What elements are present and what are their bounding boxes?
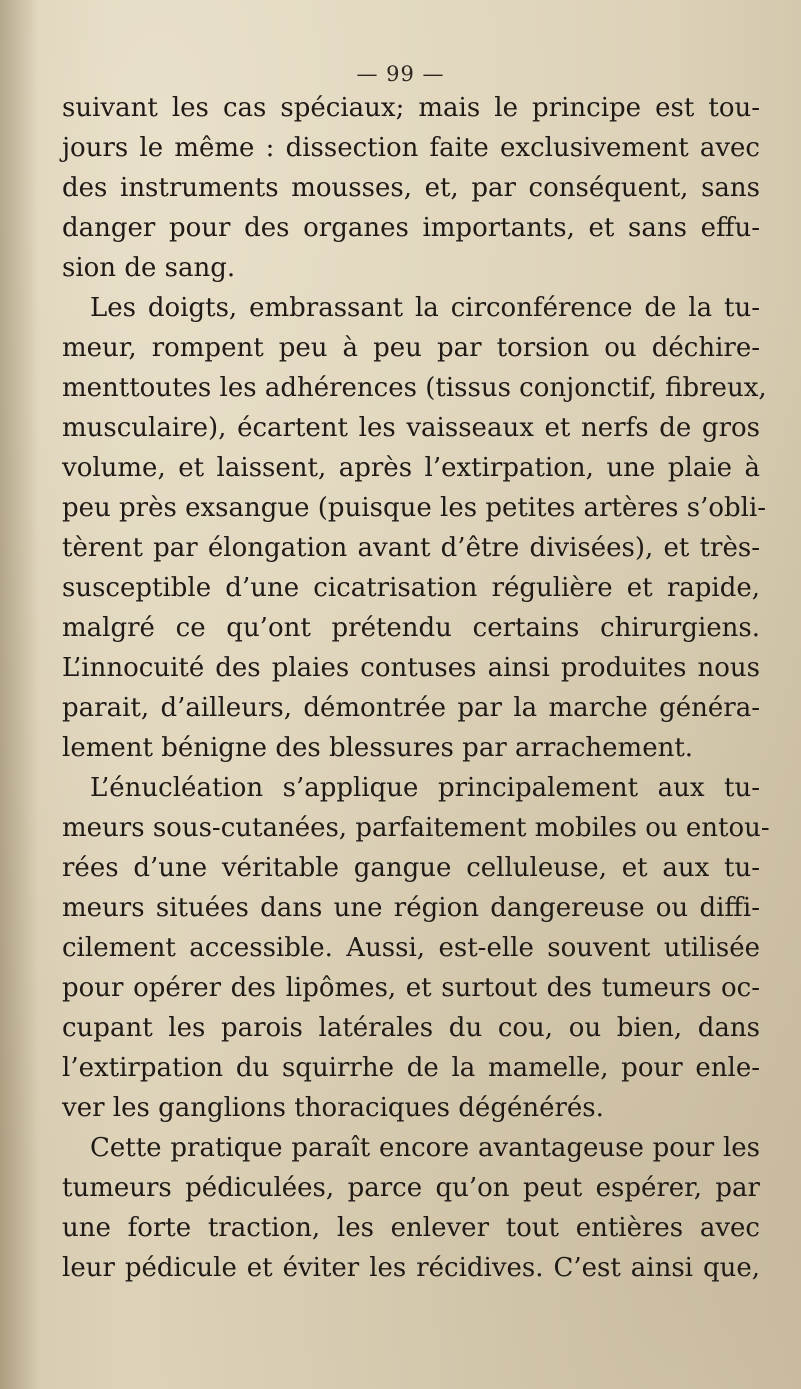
text-line: peu près exsangue (puisque les petites artères s’obli- [62, 493, 767, 523]
text-line: l’extirpation du squirrhe de la mamelle, pour enle- [62, 1053, 760, 1083]
text-line: des instruments mousses, et, par conséquent, sans [62, 173, 760, 203]
text-line: Les doigts, embrassant la circonférence de la tu- [90, 293, 760, 323]
text-line: jours le même : dissection faite exclusivement avec [62, 133, 760, 163]
text-line: tumeurs pédiculées, parce qu’on peut espérer, par [62, 1173, 760, 1203]
text-line: susceptible d’une cicatrisation régulière et rapide, [62, 573, 760, 603]
text-line: meur, rompent peu à peu par torsion ou déchire- [62, 333, 760, 363]
text-line: ver les ganglions thoraciques dégénérés. [62, 1093, 604, 1123]
text-line: suivant les cas spéciaux; mais le principe est tou- [62, 93, 760, 123]
text-line: menttoutes les adhérences (tissus conjonctif, fibreux, [62, 373, 767, 403]
text-line: leur pédicule et éviter les récidives. C’est ainsi que, [62, 1253, 760, 1283]
text-line: sion de sang. [62, 253, 236, 283]
text-line: L’énucléation s’applique principalement aux tu- [90, 773, 760, 803]
text-line: volume, et laissent, après l’extirpation, une plaie à [62, 453, 760, 483]
text-line: meurs sous-cutanées, parfaitement mobiles ou entou- [62, 813, 770, 843]
text-line: Cette pratique paraît encore avantageuse pour les [90, 1133, 760, 1163]
page-number: — 99 — [356, 62, 445, 86]
text-line: pour opérer des lipômes, et surtout des tumeurs oc- [62, 973, 760, 1003]
text-line: L’innocuité des plaies contuses ainsi produites nous [62, 653, 760, 683]
text-line: parait, d’ailleurs, démontrée par la marche généra- [62, 693, 760, 723]
text-line: rées d’une véritable gangue celluleuse, et aux tu- [62, 853, 760, 883]
text-line: lement bénigne des blessures par arrachement. [62, 733, 694, 763]
text-line: tèrent par élongation avant d’être divisées), et très- [62, 533, 760, 563]
text-line: cupant les parois latérales du cou, ou bien, dans [62, 1013, 760, 1043]
text-line: musculaire), écartent les vaisseaux et nerfs de gros [62, 413, 760, 443]
text-line: meurs situées dans une région dangereuse ou diffi- [62, 893, 760, 923]
text-line: danger pour des organes importants, et sans effu- [62, 213, 760, 243]
text-line: malgré ce qu’ont prétendu certains chirurgiens. [62, 613, 760, 643]
text-line: cilement accessible. Aussi, est-elle souvent utilisée [62, 933, 760, 963]
text-line: une forte traction, les enlever tout entières avec [62, 1213, 760, 1243]
